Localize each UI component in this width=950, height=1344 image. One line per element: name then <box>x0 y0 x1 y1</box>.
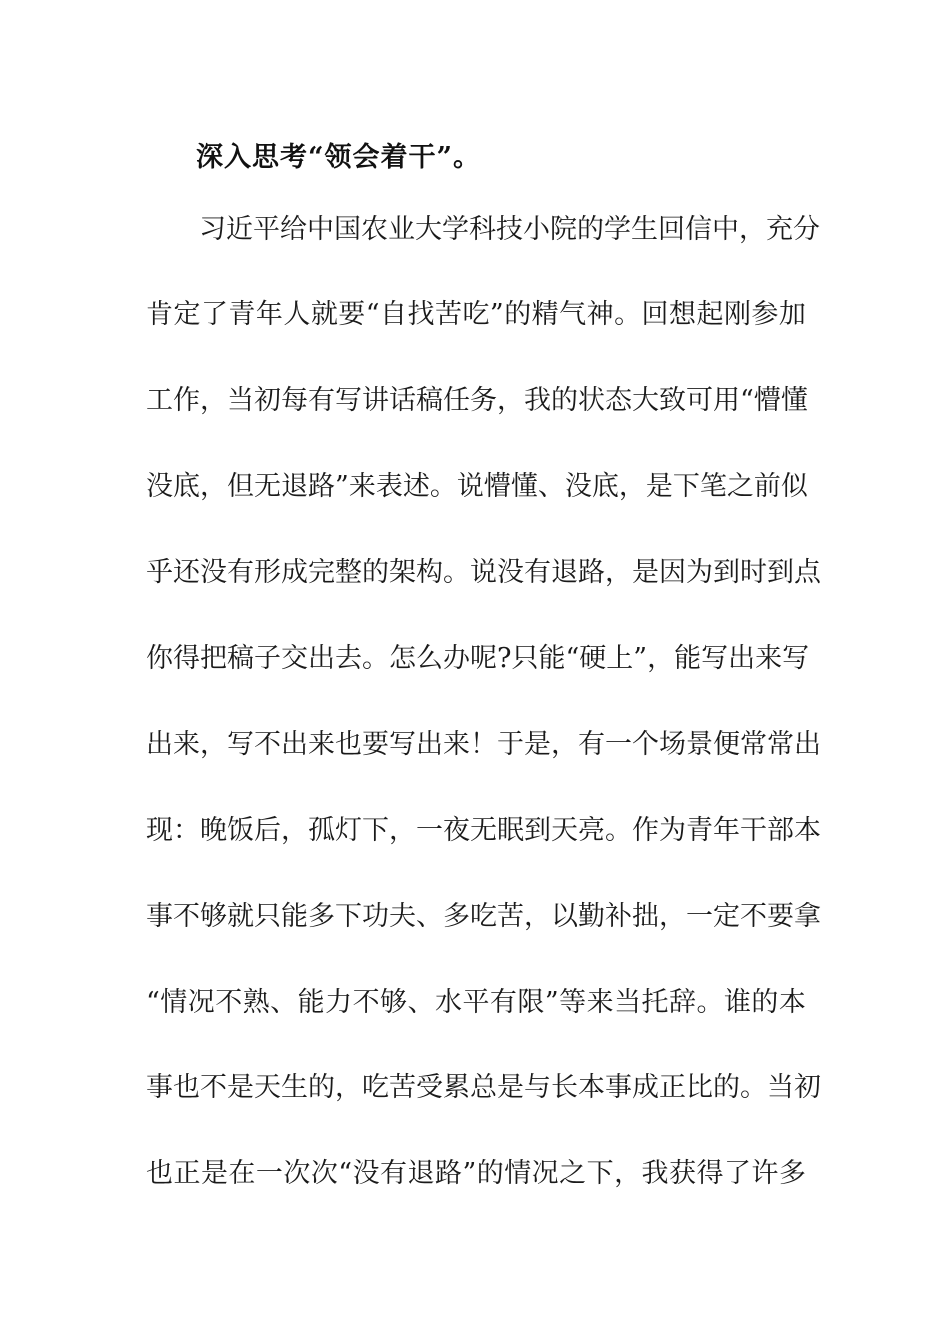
paragraph-line: 出 来 ， 写 不 出 来 也 要 写 出 来 ！ 于 是 ， 有 一 个 场 景 便 常 常 出 <box>146 729 821 760</box>
paragraph-line: 没 底 ， 但 无 退 路 ” 来 表 述 。 说 懵 懂 、 没 底 ， 是 下 笔 之 前 似 <box>146 471 808 502</box>
paragraph-line: 肯 定 了 青 年 人 就 要 “ 自 找 苦 吃 ” 的 精 气 神 。 回 想 起 刚 参 加 <box>146 299 806 330</box>
paragraph-line: 习 近 平 给 中 国 农 业 大 学 科 技 小 院 的 学 生 回 信 中 ， 充 分 <box>199 214 820 245</box>
section-heading: 深入思考“领会着干”。 <box>196 142 482 173</box>
paragraph-line: 也 正 是 在 一 次 次 “ 没 有 退 路 ” 的 情 况 之 下 ， 我 获 得 了 许 多 <box>146 1158 806 1189</box>
paragraph-line: 你 得 把 稿 子 交 出 去 。 怎 么 办 呢 ? 只 能 “ 硬 上 ” ， 能 写 出 来 写 <box>146 643 810 674</box>
paragraph-line: “ 情 况 不 熟 、 能 力 不 够 、 水 平 有 限 ” 等 来 当 托 辞 。 谁 的 本 <box>146 987 806 1018</box>
paragraph-line: 现 ： 晚 饭 后 ， 孤 灯 下 ， 一 夜 无 眠 到 天 亮 。 作 为 青 年 干 部 本 <box>146 815 821 846</box>
paragraph-line: 工 作 ， 当 初 每 有 写 讲 话 稿 任 务 ， 我 的 状 态 大 致 可 用 “ 懵 懂 <box>146 385 808 416</box>
paragraph-line: 事 也 不 是 天 生 的 ， 吃 苦 受 累 总 是 与 长 本 事 成 正 比 的 。 当 初 <box>146 1072 821 1103</box>
paragraph-line: 事 不 够 就 只 能 多 下 功 夫 、 多 吃 苦 ， 以 勤 补 拙 ， 一 定 不 要 拿 <box>146 901 821 932</box>
paragraph-line: 乎 还 没 有 形 成 完 整 的 架 构 。 说 没 有 退 路 ， 是 因 为 到 时 到 点 <box>146 557 821 588</box>
